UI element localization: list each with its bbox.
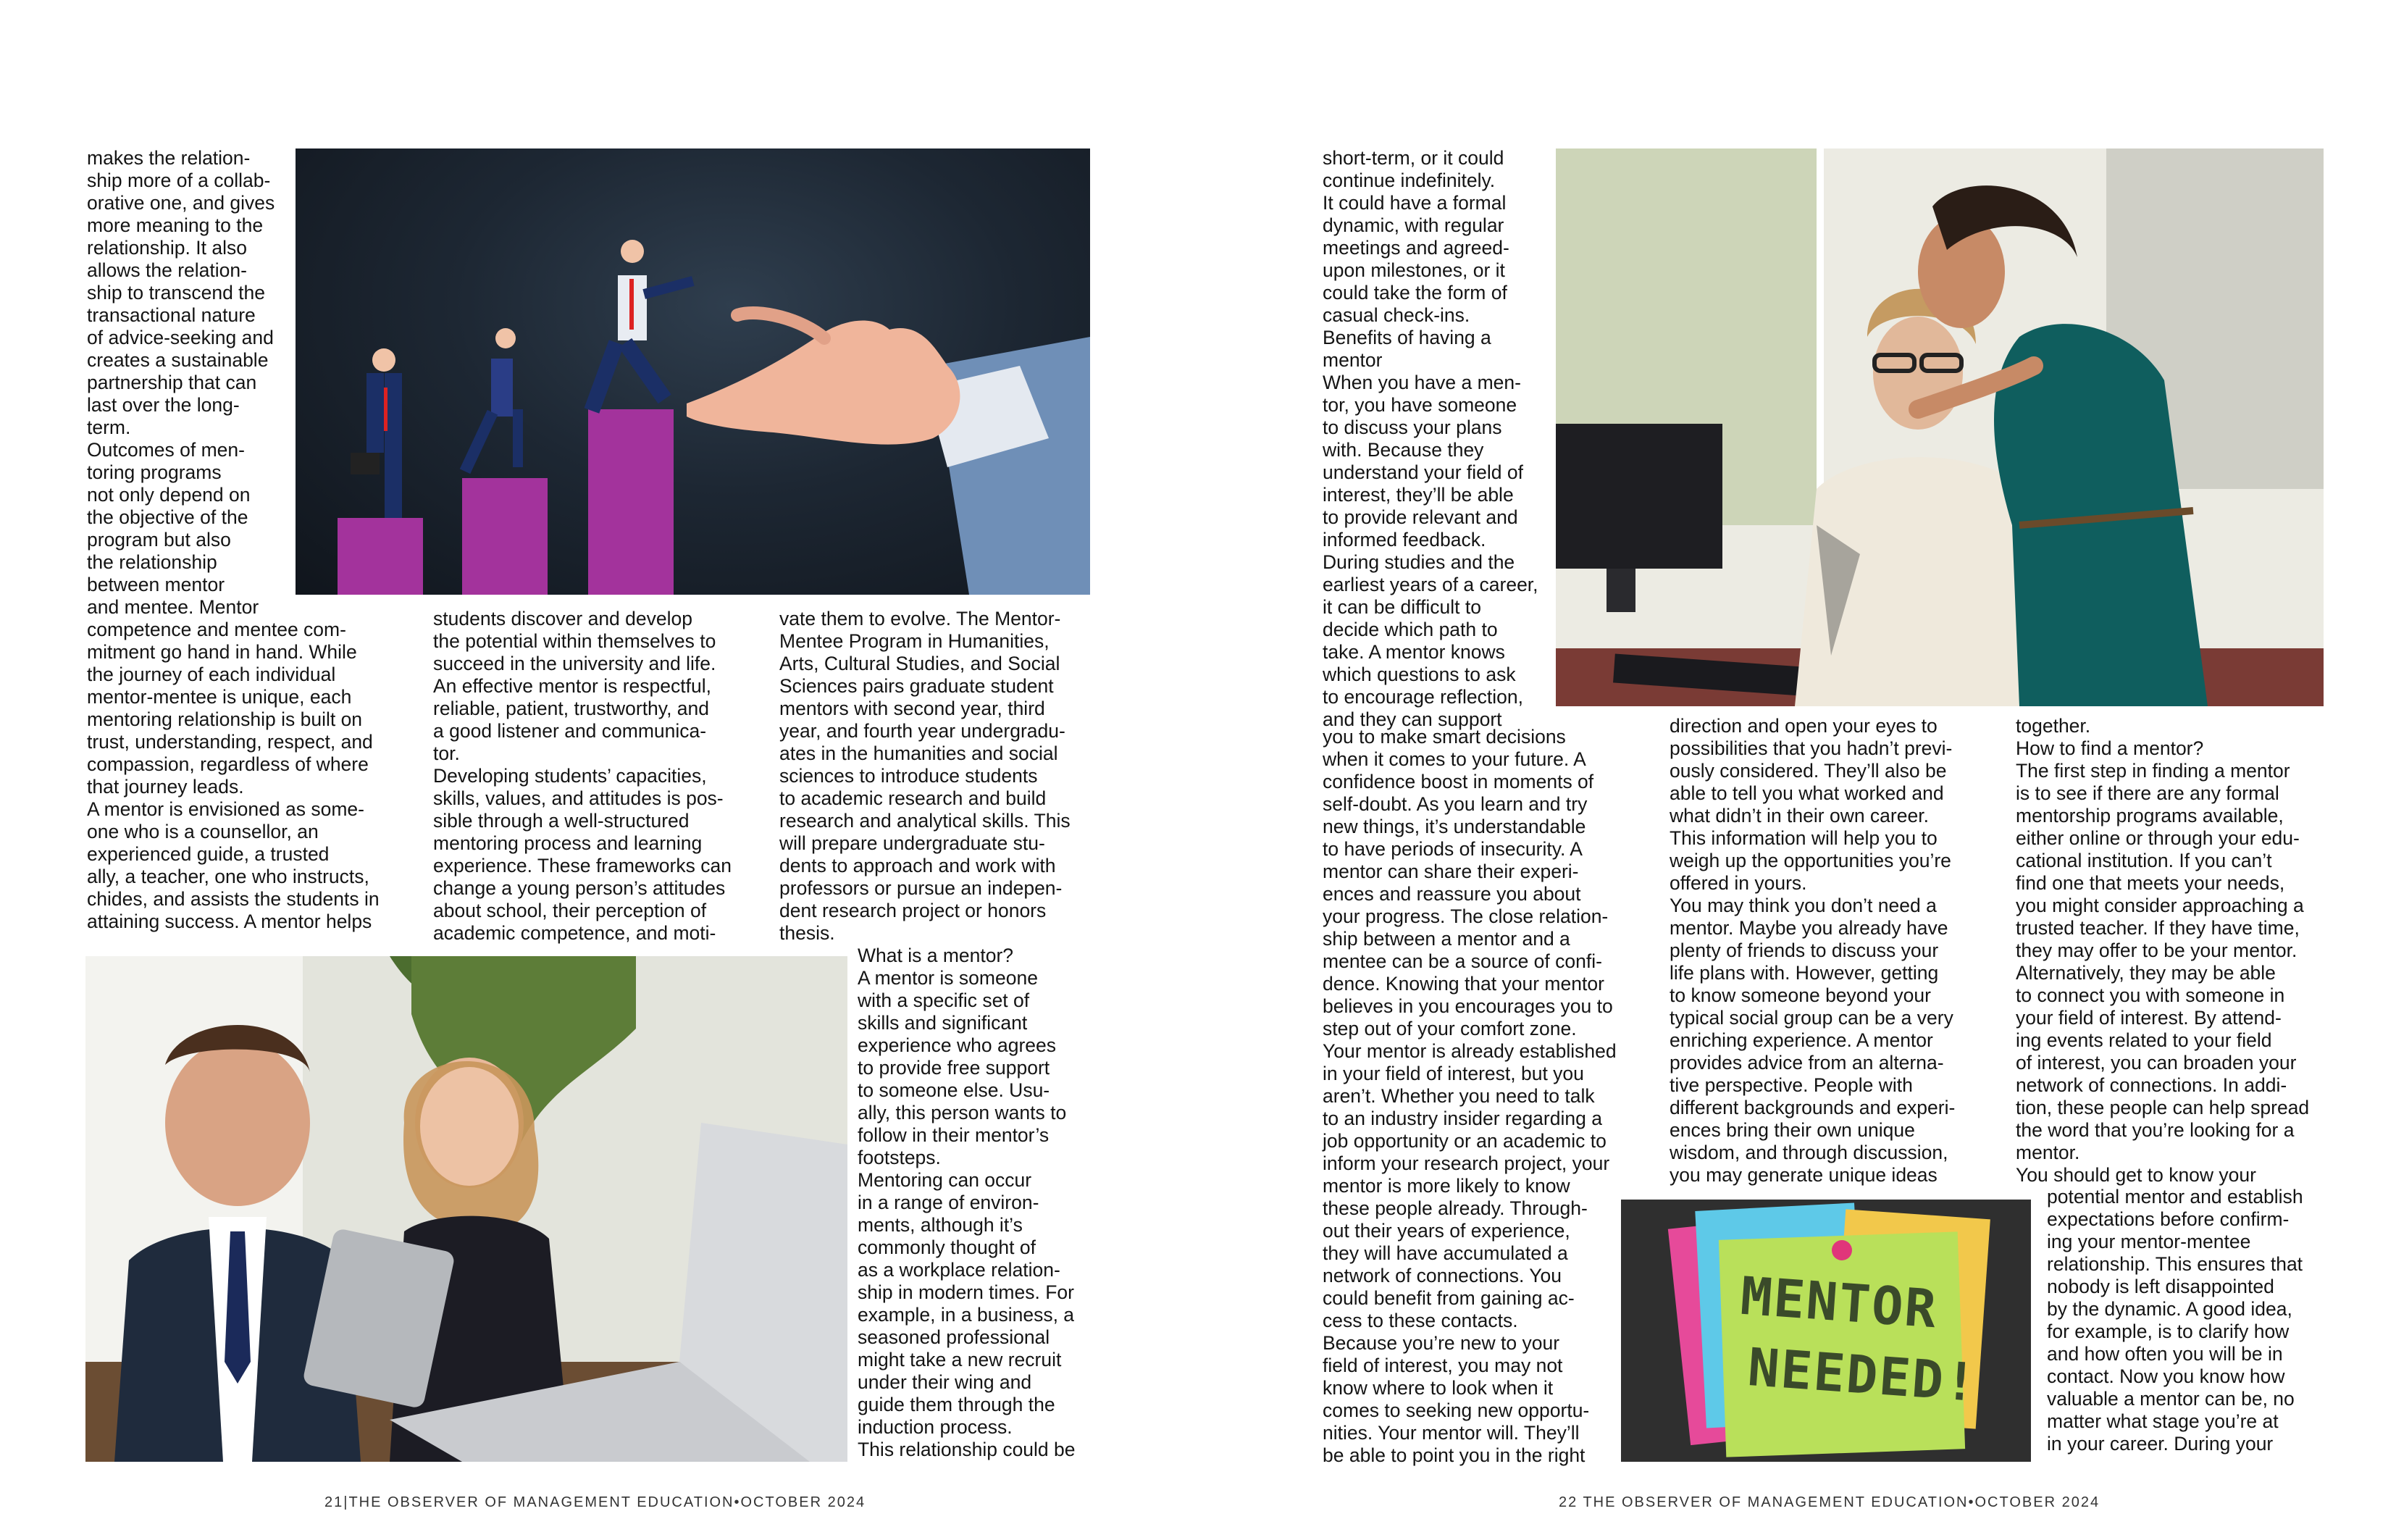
- text-line: dents to approach and work with: [779, 855, 1056, 876]
- text-line: Sciences pairs graduate student: [779, 675, 1054, 697]
- text-line: dent research project or honors: [779, 900, 1047, 921]
- text-line: offered in yours.: [1670, 872, 1807, 894]
- text-line: inform your research project, your: [1323, 1152, 1610, 1174]
- text-line: possibilities that you hadn’t previ-: [1670, 737, 1953, 759]
- text-line: An effective mentor is respectful,: [433, 675, 711, 697]
- text-line: interest, they’ll be able: [1323, 484, 1514, 506]
- text-line: guide them through the: [858, 1394, 1055, 1415]
- text-line: with. Because they: [1323, 439, 1484, 461]
- text-line: take. A mentor knows: [1323, 641, 1505, 663]
- text-line: able to tell you what worked and: [1670, 782, 1944, 804]
- text-line: seasoned professional: [858, 1326, 1050, 1348]
- text-line: cational institution. If you can’t: [2016, 850, 2272, 871]
- text-line: the journey of each individual: [87, 664, 336, 685]
- text-line: and they can support: [1323, 708, 1502, 730]
- text-line: of advice-seeking and: [87, 327, 274, 348]
- text-line: enriching experience. A mentor: [1670, 1029, 1933, 1051]
- text-line: Developing students’ capacities,: [433, 765, 707, 787]
- text-line: competence and mentee com-: [87, 619, 346, 640]
- text-line: the word that you’re looking for a: [2016, 1119, 2295, 1141]
- text-line: What is a mentor?: [858, 945, 1014, 966]
- text-line: orative one, and gives: [87, 192, 275, 214]
- text-line: A mentor is envisioned as some-: [87, 798, 364, 820]
- text-line: Outcomes of men-: [87, 439, 245, 461]
- text-line: This relationship could be: [858, 1439, 1076, 1460]
- text-line: experience. These frameworks can: [433, 855, 732, 876]
- text-line: contact. Now you know how: [2047, 1365, 2285, 1387]
- text-line: network of connections. You: [1323, 1265, 1562, 1286]
- left-col3-lower: [858, 945, 1076, 1461]
- text-line: for example, is to clarify how: [2047, 1321, 2290, 1342]
- text-line: skills and significant: [858, 1012, 1028, 1034]
- text-line: understand your field of: [1323, 461, 1523, 483]
- text-line: the objective of the: [87, 506, 248, 528]
- text-line: term.: [87, 417, 131, 438]
- text-line: When you have a men-: [1323, 372, 1521, 393]
- text-line: about school, their perception of: [433, 900, 707, 921]
- text-line: find one that meets your needs,: [2016, 872, 2285, 894]
- text-line: wisdom, and through discussion,: [1670, 1142, 1948, 1163]
- text-line: weigh up the opportunities you’re: [1670, 850, 1951, 871]
- text-line: one who is a counsellor, an: [87, 821, 319, 842]
- text-line: self-doubt. As you learn and try: [1323, 793, 1588, 815]
- text-line: ences bring their own unique: [1670, 1119, 1915, 1141]
- text-line: it can be difficult to: [1323, 596, 1482, 618]
- text-line: to provide relevant and: [1323, 506, 1518, 528]
- text-line: last over the long-: [87, 394, 240, 416]
- text-line: dynamic, with regular: [1323, 214, 1504, 236]
- text-line: more meaning to the: [87, 214, 264, 236]
- text-line: provides advice from an alterna-: [1670, 1052, 1944, 1074]
- text-line: which questions to ask: [1323, 664, 1516, 685]
- text-line: mitment go hand in hand. While: [87, 641, 357, 663]
- text-line: You should get to know your: [2016, 1164, 2256, 1186]
- text-line: between mentor: [87, 574, 225, 595]
- text-line: makes the relation-: [87, 147, 251, 169]
- text-line: creates a sustainable: [87, 349, 269, 371]
- text-line: ing events related to your field: [2016, 1029, 2272, 1051]
- text-line: could take the form of: [1323, 282, 1507, 304]
- text-line: to encourage reflection,: [1323, 686, 1523, 708]
- text-line: valuable a mentor can be, no: [2047, 1388, 2295, 1410]
- text-line: relationship. This ensures that: [2047, 1253, 2303, 1275]
- text-line: ally, this person wants to: [858, 1102, 1067, 1123]
- note-line-1: MENTOR: [1738, 1265, 1940, 1340]
- text-line: job opportunity or an academic to: [1323, 1130, 1607, 1152]
- text-line: nobody is left disappointed: [2047, 1276, 2274, 1297]
- text-line: informed feedback.: [1323, 529, 1486, 551]
- text-line: relationship. It also: [87, 237, 247, 259]
- text-line: During studies and the: [1323, 551, 1515, 573]
- text-line: continue indefinitely.: [1323, 170, 1496, 191]
- text-line: to provide free support: [858, 1057, 1050, 1079]
- text-line: together.: [2016, 715, 2091, 737]
- right-col3: [2016, 715, 2309, 1187]
- text-line: as a workplace relation-: [858, 1259, 1060, 1281]
- text-line: sible through a well-structured: [433, 810, 690, 832]
- text-line: This information will help you to: [1670, 827, 1938, 849]
- text-line: dence. Knowing that your mentor: [1323, 973, 1604, 995]
- text-line: vate them to evolve. The Mentor-: [779, 608, 1061, 629]
- text-line: mentoring process and learning: [433, 832, 703, 854]
- note-line-2: NEEDED!: [1746, 1336, 1980, 1413]
- text-line: toring programs: [87, 461, 222, 483]
- text-line: experience who agrees: [858, 1034, 1057, 1056]
- text-line: to an industry insider regarding a: [1323, 1108, 1602, 1129]
- text-line: in your field of interest, but you: [1323, 1063, 1584, 1084]
- text-line: not only depend on: [87, 484, 251, 506]
- text-line: matter what stage you’re at: [2047, 1410, 2279, 1432]
- text-line: believes in you encourages you to: [1323, 995, 1613, 1017]
- text-line: program but also: [87, 529, 231, 551]
- text-line: to academic research and build: [779, 787, 1047, 809]
- text-line: partnership that can: [87, 372, 257, 393]
- text-line: network of connections. In addi-: [2016, 1074, 2287, 1096]
- text-line: ments, although it’s: [858, 1214, 1023, 1236]
- text-line: mentee can be a source of confi-: [1323, 950, 1602, 972]
- text-line: life plans with. However, getting: [1670, 962, 1939, 984]
- text-line: your field of interest. By attend-: [2016, 1007, 2282, 1029]
- text-line: to know someone beyond your: [1670, 984, 1931, 1006]
- text-line: step out of your comfort zone.: [1323, 1018, 1577, 1039]
- text-line: and how often you will be in: [2047, 1343, 2283, 1365]
- left-page-footer: 21|THE OBSERVER OF MANAGEMENT EDUCATION•OCTOBER 2024: [324, 1494, 866, 1510]
- text-line: comes to seeking new opportu-: [1323, 1399, 1590, 1421]
- text-line: allows the relation-: [87, 259, 247, 281]
- right-col1-bottom: [1323, 726, 1617, 1467]
- text-line: the potential within themselves to: [433, 630, 716, 652]
- text-line: new things, it’s understandable: [1323, 816, 1586, 837]
- mentor-needed-notes-photo: [1621, 1200, 2031, 1462]
- text-line: experienced guide, a trusted: [87, 843, 330, 865]
- text-line: to someone else. Usu-: [858, 1079, 1050, 1101]
- text-line: mentor is more likely to know: [1323, 1175, 1570, 1197]
- text-line: typical social group can be a very: [1670, 1007, 1953, 1029]
- text-line: aren’t. Whether you need to talk: [1323, 1085, 1595, 1107]
- text-line: mentors with second year, third: [779, 698, 1045, 719]
- text-line: to have periods of insecurity. A: [1323, 838, 1583, 860]
- right-page-footer: 22 THE OBSERVER OF MANAGEMENT EDUCATION•OCTOBER 2024: [1559, 1494, 2100, 1510]
- text-line: Benefits of having a: [1323, 327, 1491, 348]
- text-line: might take a new recruit: [858, 1349, 1062, 1370]
- text-line: Because you’re new to your: [1323, 1332, 1560, 1354]
- text-line: mentor can share their experi-: [1323, 861, 1579, 882]
- text-line: a good listener and communica-: [433, 720, 707, 742]
- text-line: example, in a business, a: [858, 1304, 1075, 1326]
- text-line: be able to point you in the right: [1323, 1444, 1586, 1466]
- text-line: different backgrounds and experi-: [1670, 1097, 1956, 1118]
- text-line: students discover and develop: [433, 608, 692, 629]
- text-line: these people already. Through-: [1323, 1197, 1588, 1219]
- text-line: meetings and agreed-: [1323, 237, 1509, 259]
- text-line: mentor. Maybe you already have: [1670, 917, 1948, 939]
- colleagues-computer-photo: [1556, 148, 2324, 706]
- text-line: either online or through your edu-: [2016, 827, 2300, 849]
- left-col1-top: [87, 147, 275, 596]
- text-line: ship more of a collab-: [87, 170, 271, 191]
- text-line: reliable, patient, trustworthy, and: [433, 698, 710, 719]
- text-line: research and analytical skills. This: [779, 810, 1071, 832]
- text-line: tion, these people can help spread: [2016, 1097, 2310, 1118]
- text-line: ship between a mentor and a: [1323, 928, 1570, 950]
- text-line: upon milestones, or it: [1323, 259, 1505, 281]
- text-line: out their years of experience,: [1323, 1220, 1570, 1242]
- text-line: they will have accumulated a: [1323, 1242, 1568, 1264]
- text-line: ously considered. They’ll also be: [1670, 760, 1947, 782]
- text-line: confidence boost in moments of: [1323, 771, 1594, 792]
- career-ladder-image: [296, 148, 1090, 595]
- text-line: tive perspective. People with: [1670, 1074, 1913, 1096]
- text-line: will prepare undergraduate stu-: [779, 832, 1045, 854]
- left-col2: [433, 608, 732, 945]
- text-line: ally, a teacher, one who instructs,: [87, 866, 369, 887]
- text-line: The first step in finding a mentor: [2016, 760, 2290, 782]
- text-line: trust, understanding, respect, and: [87, 731, 373, 753]
- text-line: How to find a mentor?: [2016, 737, 2204, 759]
- text-line: mentor: [1323, 349, 1383, 371]
- text-line: skills, values, and attitudes is pos-: [433, 787, 724, 809]
- text-line: mentor.: [2016, 1142, 2080, 1163]
- text-line: you to make smart decisions: [1323, 726, 1566, 748]
- text-line: compassion, regardless of where: [87, 753, 369, 775]
- text-line: thesis.: [779, 922, 835, 944]
- text-line: ates in the humanities and social: [779, 742, 1058, 764]
- text-line: earliest years of a career,: [1323, 574, 1538, 595]
- text-line: trusted teacher. If they have time,: [2016, 917, 2300, 939]
- text-line: transactional nature: [87, 304, 256, 326]
- text-line: ship in modern times. For: [858, 1281, 1074, 1303]
- text-line: follow in their mentor’s: [858, 1124, 1050, 1146]
- text-line: induction process.: [858, 1416, 1013, 1438]
- text-line: under their wing and: [858, 1371, 1032, 1393]
- text-line: ship to transcend the: [87, 282, 266, 304]
- text-line: direction and open your eyes to: [1670, 715, 1938, 737]
- text-line: year, and fourth year undergradu-: [779, 720, 1065, 742]
- text-line: mentoring relationship is built on: [87, 708, 363, 730]
- left-col1-bottom: [87, 596, 380, 933]
- text-line: A mentor is someone: [858, 967, 1038, 989]
- text-line: in your career. During your: [2047, 1433, 2274, 1455]
- mentor-meeting-photo: [85, 956, 847, 1462]
- text-line: academic competence, and moti-: [433, 922, 716, 944]
- text-line: Alternatively, they may be able: [2016, 962, 2276, 984]
- text-line: field of interest, you may not: [1323, 1355, 1563, 1376]
- text-line: in a range of environ-: [858, 1192, 1039, 1213]
- text-line: casual check-ins.: [1323, 304, 1470, 326]
- text-line: with a specific set of: [858, 989, 1030, 1011]
- text-line: plenty of friends to discuss your: [1670, 940, 1939, 961]
- text-line: Arts, Cultural Studies, and Social: [779, 653, 1060, 674]
- text-line: expectations before confirm-: [2047, 1208, 2290, 1230]
- text-line: and mentee. Mentor: [87, 596, 259, 618]
- text-line: You may think you don’t need a: [1670, 895, 1937, 916]
- text-line: Your mentor is already established: [1323, 1040, 1617, 1062]
- text-line: they may offer to be your mentor.: [2016, 940, 2297, 961]
- text-line: change a young person’s attitudes: [433, 877, 726, 899]
- text-line: footsteps.: [858, 1147, 941, 1168]
- text-line: know where to look when it: [1323, 1377, 1554, 1399]
- text-line: could benefit from gaining ac-: [1323, 1287, 1575, 1309]
- text-line: tor.: [433, 742, 460, 764]
- left-col3: [779, 608, 1071, 945]
- text-line: nities. Your mentor will. They’ll: [1323, 1422, 1580, 1444]
- text-line: chides, and assists the students in: [87, 888, 380, 910]
- text-line: of interest, you can broaden your: [2016, 1052, 2297, 1074]
- text-line: to connect you with someone in: [2016, 984, 2285, 1006]
- text-line: you might consider approaching a: [2016, 895, 2304, 916]
- text-line: you may generate unique ideas: [1670, 1164, 1938, 1186]
- text-line: ing your mentor-mentee: [2047, 1231, 2251, 1252]
- text-line: that journey leads.: [87, 776, 244, 798]
- right-col3-lower: [2047, 1186, 2303, 1455]
- right-col1-top: [1323, 147, 1538, 731]
- text-line: It could have a formal: [1323, 192, 1507, 214]
- text-line: by the dynamic. A good idea,: [2047, 1298, 2292, 1320]
- text-line: Mentee Program in Humanities,: [779, 630, 1050, 652]
- text-line: what didn’t in their own career.: [1670, 805, 1929, 827]
- text-line: professors or pursue an indepen-: [779, 877, 1063, 899]
- text-line: tor, you have someone: [1323, 394, 1517, 416]
- text-line: is to see if there are any formal: [2016, 782, 2279, 804]
- text-line: the relationship: [87, 551, 217, 573]
- text-line: mentorship programs available,: [2016, 805, 2284, 827]
- text-line: your progress. The close relation-: [1323, 905, 1609, 927]
- text-line: potential mentor and establish: [2047, 1186, 2303, 1208]
- text-line: decide which path to: [1323, 619, 1498, 640]
- text-line: when it comes to your future. A: [1323, 748, 1586, 770]
- text-line: to discuss your plans: [1323, 417, 1502, 438]
- text-line: short-term, or it could: [1323, 147, 1504, 169]
- text-line: commonly thought of: [858, 1236, 1036, 1258]
- text-line: sciences to introduce students: [779, 765, 1038, 787]
- text-line: cess to these contacts.: [1323, 1310, 1518, 1331]
- text-line: attaining success. A mentor helps: [87, 911, 372, 932]
- right-col2: [1670, 715, 1955, 1187]
- text-line: ences and reassure you about: [1323, 883, 1581, 905]
- text-line: succeed in the university and life.: [433, 653, 716, 674]
- text-line: mentor-mentee is unique, each: [87, 686, 352, 708]
- text-line: Mentoring can occur: [858, 1169, 1032, 1191]
